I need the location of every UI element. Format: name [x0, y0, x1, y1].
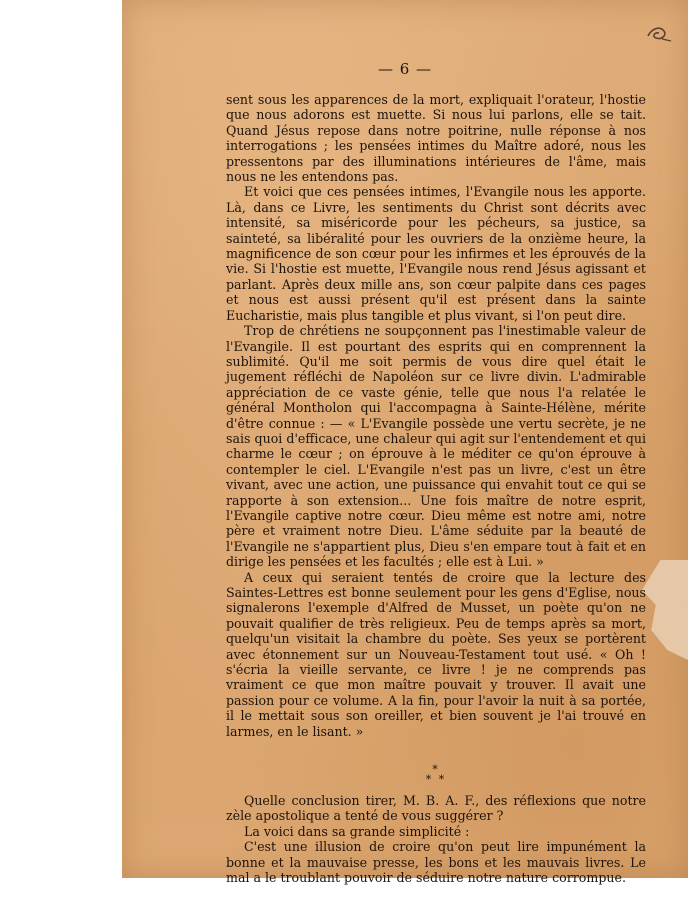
conclusion-question: Quelle conclusion tirer, M. B. A. F., des réflexions que notre zèle apostolique a tenté de vous suggérer ? [226, 793, 646, 824]
paragraph: Trop de chrétiens ne soupçonnent pas l'inestimable valeur de l'Evangile. Il est pourtant des esprits qui en comprennent la sublimité. Qu'il me soit permis de vous dire quel était le jugement réfléchi de Napoléon sur ce livre divin. L'admirable appréciation de ce vaste génie, telle que nous l'a relatée le général Montholon qui l'accompagna à Sainte-Hélène, mérite d'être connue : — « L'Evangile possède une vertu secrète, je ne sais quoi d'efficace, une chaleur qui agit sur l'entendement et qui charme le cœur ; on éprouve à le méditer ce qu'on éprouve à contempler le ciel. L'Evangile n'est pas un livre, c'est un être vivant, avec une action, une puissance qui envahit tout ce qui se rapporte à son extension... Une fois maître de notre esprit, l'Evangile captive notre cœur. Dieu même est notre ami, notre père et vraiment notre Dieu. L'âme séduite par la beauté de l'Evangile ne s'appartient plus, Dieu s'en empare tout à fait et en dirige les pensées et les facultés ; elle est à Lui. » [226, 323, 646, 570]
corner-stamp-mark [644, 22, 674, 44]
conclusion-text: C'est une illusion de croire qu'on peut lire impunément la bonne et la mauvaise presse, les bons et les mauvais livres. Le mal a le troublant pouvoir de séduire notre nature corrompue. [226, 839, 646, 886]
section-separator [226, 765, 646, 785]
paragraph: sent sous les apparences de la mort, expliquait l'orateur, l'hostie que nous adorons est muette. Si nous lui parlons, elle se tait. Quand Jésus repose dans notre poitrine, nulle réponse à nos interrogations ; les pensées intimes du Maître adoré, nous les pressentons par des illuminations intérieures de l'âme, mais nous ne les entendons pas. [226, 92, 646, 185]
conclusion-intro: La voici dans sa grande simplicité : [244, 823, 470, 839]
body-text [226, 92, 646, 886]
paragraph: A ceux qui seraient tentés de croire que la lecture des Saintes-Lettres est bonne seulement pour les gens d'Eglise, nous signalerons l'exemple d'Alfred de Musset, un poète qu'on ne pouvait qualifier de très religieux. Peu de temps après sa mort, quelqu'un visitait la chambre du poète. Ses yeux se portèrent avec étonnement sur un Nouveau-Testament tout usé. « Oh ! s'écria la vieille servante, ce livre ! je ne comprends pas vraiment ce que mon maître pouvait y trouver. Il avait une passion pour ce volume. A la fin, pour l'avoir la nuit à sa portée, il le mettait sous son oreiller, et bien souvent je l'ai trouvé en larmes, en le lisant. » [226, 569, 646, 739]
page-number: — 6 — [377, 60, 433, 78]
torn-edge [642, 560, 688, 660]
paragraph: Et voici que ces pensées intimes, l'Evangile nous les apporte. Là, dans ce Livre, les sentiments du Christ sont décrits avec intensité, sa miséricorde pour les pécheurs, sa justice, sa sainteté, sa libéralité pour les ouvriers de la onzième heure, la magnificence de son cœur pour les infirmes et les éprouvés de la vie. Si l'hostie est muette, l'Evangile nous rend Jésus agissant et parlant. Après deux mille ans, son cœur palpite dans ces pages et nous est aussi présent qu'il est présent dans la sainte Eucharistie, mais plus tangible et plus vivant, si l'on peut dire. [226, 184, 646, 323]
separator-star-top: * [432, 763, 440, 777]
separator-stars-bottom: * * [425, 773, 447, 787]
